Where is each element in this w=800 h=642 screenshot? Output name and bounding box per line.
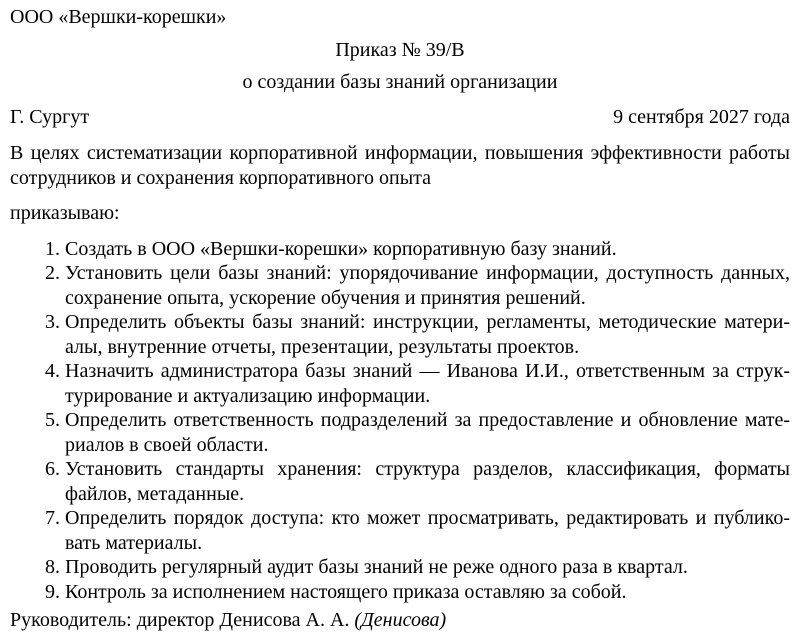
company-name: ООО «Вершки-корешки» — [10, 6, 227, 28]
list-item: 5. Определить ответственность подразделений за предоставление и обновление материалов в своей области. — [65, 408, 790, 457]
list-item: 8. Проводить регулярный аудит базы знаний не реже одного раза в квартал. — [65, 555, 790, 580]
place-city: Г. Сургут — [10, 105, 90, 128]
signature-label: Руководитель: директор Денисова А. А. — [10, 609, 350, 631]
order-title: Приказ № 39/В — [335, 38, 465, 61]
list-item: 6. Установить стандарты хранения: структура разделов, классификация, форматы файлов, метаданные. — [65, 457, 790, 506]
list-item: 2. Установить цели базы знаний: упорядочивание информации, доступность данных, сохранение опыта, ускорение обучения и принятия решений. — [65, 261, 790, 310]
order-items-list — [10, 237, 790, 605]
signature-name: (Денисова) — [354, 609, 447, 631]
list-item: 4. Назначить администратора базы знаний — Иванова И.И., ответственным за структурирование и актуализацию информации. — [65, 359, 790, 408]
order-date: 9 сентября 2027 года — [613, 105, 790, 128]
preamble-paragraph: В целях систематизации корпоративной информации, повышения эффективности работы сотрудников и сохранения корпоративного опыта — [10, 142, 790, 189]
list-item: 9. Контроль за исполнением настоящего приказа оставляю за собой. — [65, 580, 790, 605]
directive-word: приказываю: — [10, 202, 120, 224]
place-date-row — [10, 105, 790, 130]
order-subtitle: о создании базы знаний организации — [242, 71, 558, 93]
signature-line — [10, 608, 790, 633]
list-item: 7. Определить порядок доступа: кто может просматривать, редактировать и публиковать материалы. — [65, 506, 790, 555]
list-item: 3. Определить объекты базы знаний: инструкции, регламенты, методические материалы, внутренние отчеты, презентации, результаты проектов. — [65, 310, 790, 359]
list-item: 1. Создать в ООО «Вершки-корешки» корпоративную базу знаний. — [65, 237, 790, 262]
